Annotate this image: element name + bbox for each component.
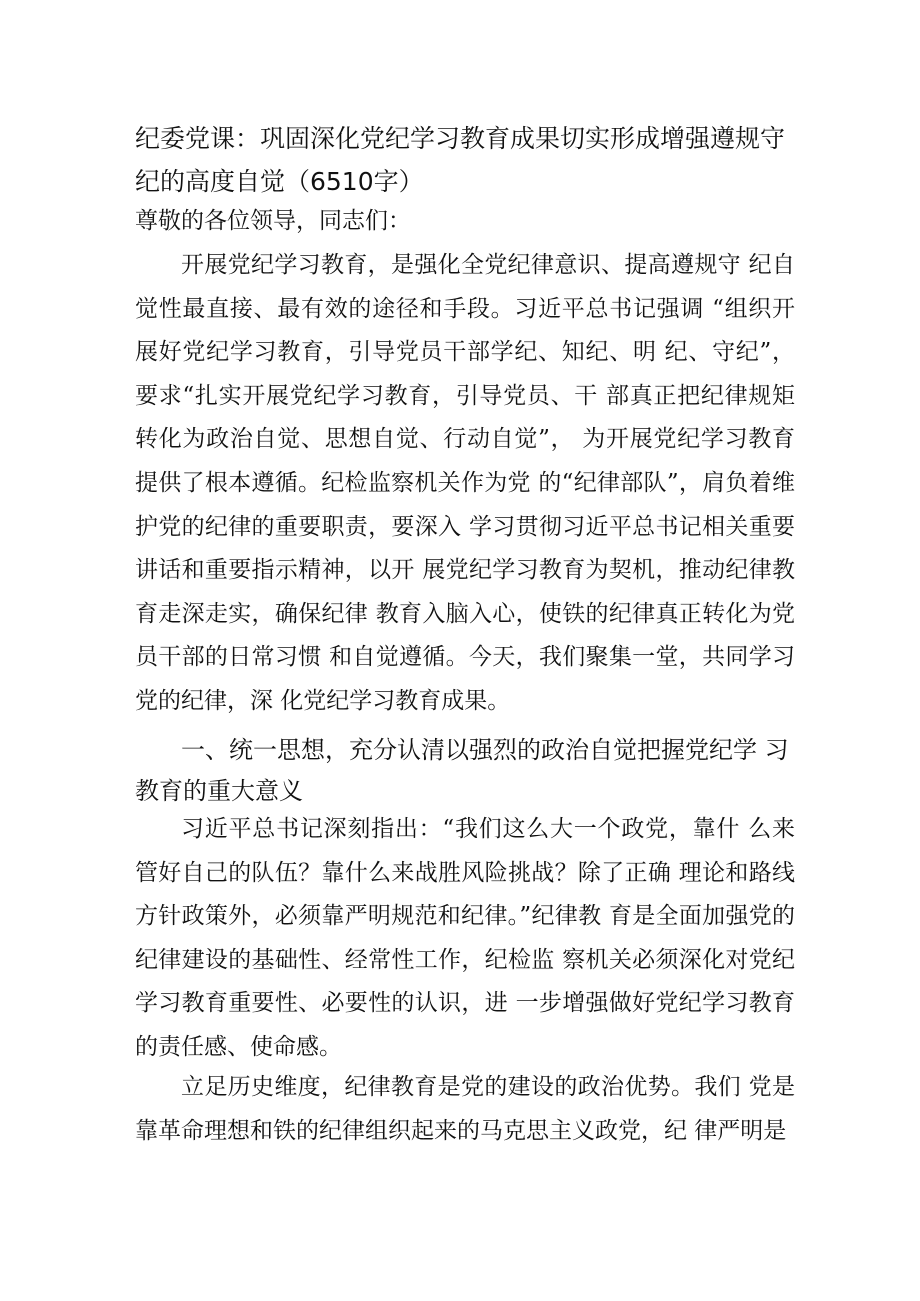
document-title: 纪委党课：巩固深化党纪学习教育成果切实形成增强遵规守 纪的高度自觉（6510字） (135, 124, 786, 196)
paragraph-section-2: 立足历史维度，纪律教育是党的建设的政治优势。我们 党是靠革命理想和铁的纪律组织起来的马克思主义政党，纪 律严明是 (135, 1074, 795, 1144)
salutation: 尊敬的各位领导，同志们： (135, 208, 411, 234)
section-heading: 一、统一思想，充分认清以强烈的政治自觉把握党纪学 习教育的重大意义 (135, 736, 789, 805)
paragraph-intro: 开展党纪学习教育，是强化全党纪律意识、提高遵规守 纪自觉性最直接、最有效的途径和手段。习近平总书记强调 “组织开展好党纪学习教育，引导党员干部学纪、知纪、明 纪、守纪”，要求“扎实开展党纪学习教育，引导党员、干 部真正把纪律规矩转化为政治自觉、思想自觉、行动自觉”， 为开展党纪学习教育提供了根本遵循。纪检监察机关作为党 的“纪律部队”，肩负着维护党的纪律的重要职责，要深入 学习贯彻习近平总书记相关重要讲话和重要指示精神，以开 展党纪学习教育为契机，推动纪律教育走深走实，确保纪律 教育入脑入心，使铁的纪律真正转化为党员干部的日常习惯 和自觉遵循。今天，我们聚集一堂，共同学习党的纪律，深 化党纪学习教育成果。 (135, 252, 795, 714)
paragraph-section-1: 习近平总书记深刻指出：“我们这么大一个政党，靠什 么来管好自己的队伍？靠什么来战胜风险挑战？除了正确 理论和路线方针政策外，必须靠严明规范和纪律。”纪律教 育是全面加强党的纪律建设的基础性、经常性工作，纪检监 察机关必须深化对党纪学习教育重要性、必要性的认识，进 一步增强做好党纪学习教育的责任感、使命感。 (135, 816, 795, 1060)
